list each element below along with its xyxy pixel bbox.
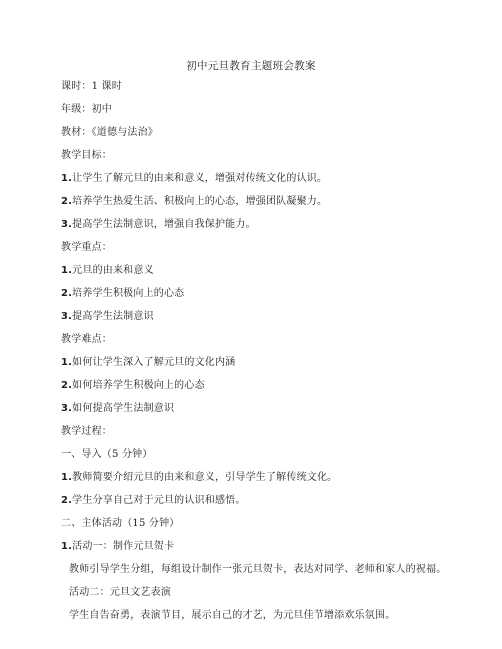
list-item: 3.如何提高学生法制意识 bbox=[61, 403, 175, 414]
text-line-textbook: 教材：《道德与法治》 bbox=[61, 127, 158, 138]
list-item: 2.学生分享自己对于元旦的认识和感悟。 bbox=[61, 495, 246, 506]
paragraph-line: 教师引导学生分组，每组设计制作一张元旦贺卡，表达对同学、老师和家人的祝福。 bbox=[69, 564, 447, 575]
paragraph-line: 活动二：元旦文艺表演 bbox=[69, 587, 171, 598]
list-item: 1.活动一：制作元旦贺卡 bbox=[61, 541, 175, 552]
subsection-heading-intro: 一、导入（5 分钟） bbox=[61, 449, 153, 460]
list-item: 1.教师简要介绍元旦的由来和意义，引导学生了解传统文化。 bbox=[61, 472, 338, 483]
list-item: 2.培养学生热爱生活、积极向上的心态，增强团队凝聚力。 bbox=[61, 196, 328, 207]
list-item: 1.元旦的由来和意义 bbox=[61, 265, 154, 276]
section-heading-key-points: 教学重点： bbox=[61, 242, 112, 253]
list-item: 3.提高学生法制意识 bbox=[61, 311, 154, 322]
text-line-grade: 年级：初中 bbox=[61, 104, 112, 115]
section-heading-difficulties: 教学难点： bbox=[61, 334, 112, 345]
paragraph-line: 学生自告奋勇，表演节目，展示自己的才艺，为元旦佳节增添欢乐氛围。 bbox=[69, 610, 396, 621]
section-heading-objectives: 教学目标： bbox=[61, 150, 112, 161]
section-heading-process: 教学过程： bbox=[61, 426, 112, 437]
list-item: 1.如何让学生深入了解元旦的文化内涵 bbox=[61, 357, 236, 368]
document-title: 初中元旦教育主题班会教案 bbox=[186, 60, 316, 72]
list-item: 1.让学生了解元旦的由来和意义，增强对传统文化的认识。 bbox=[61, 173, 328, 184]
list-item: 2.如何培养学生积极向上的心态 bbox=[61, 380, 205, 391]
list-item: 3.提高学生法制意识，增强自我保护能力。 bbox=[61, 219, 256, 230]
subsection-heading-main-activity: 二、主体活动（15 分钟） bbox=[61, 518, 180, 529]
list-item: 2.培养学生积极向上的心态 bbox=[61, 288, 185, 299]
text-line-hours: 课时：1 课时 bbox=[61, 81, 122, 92]
